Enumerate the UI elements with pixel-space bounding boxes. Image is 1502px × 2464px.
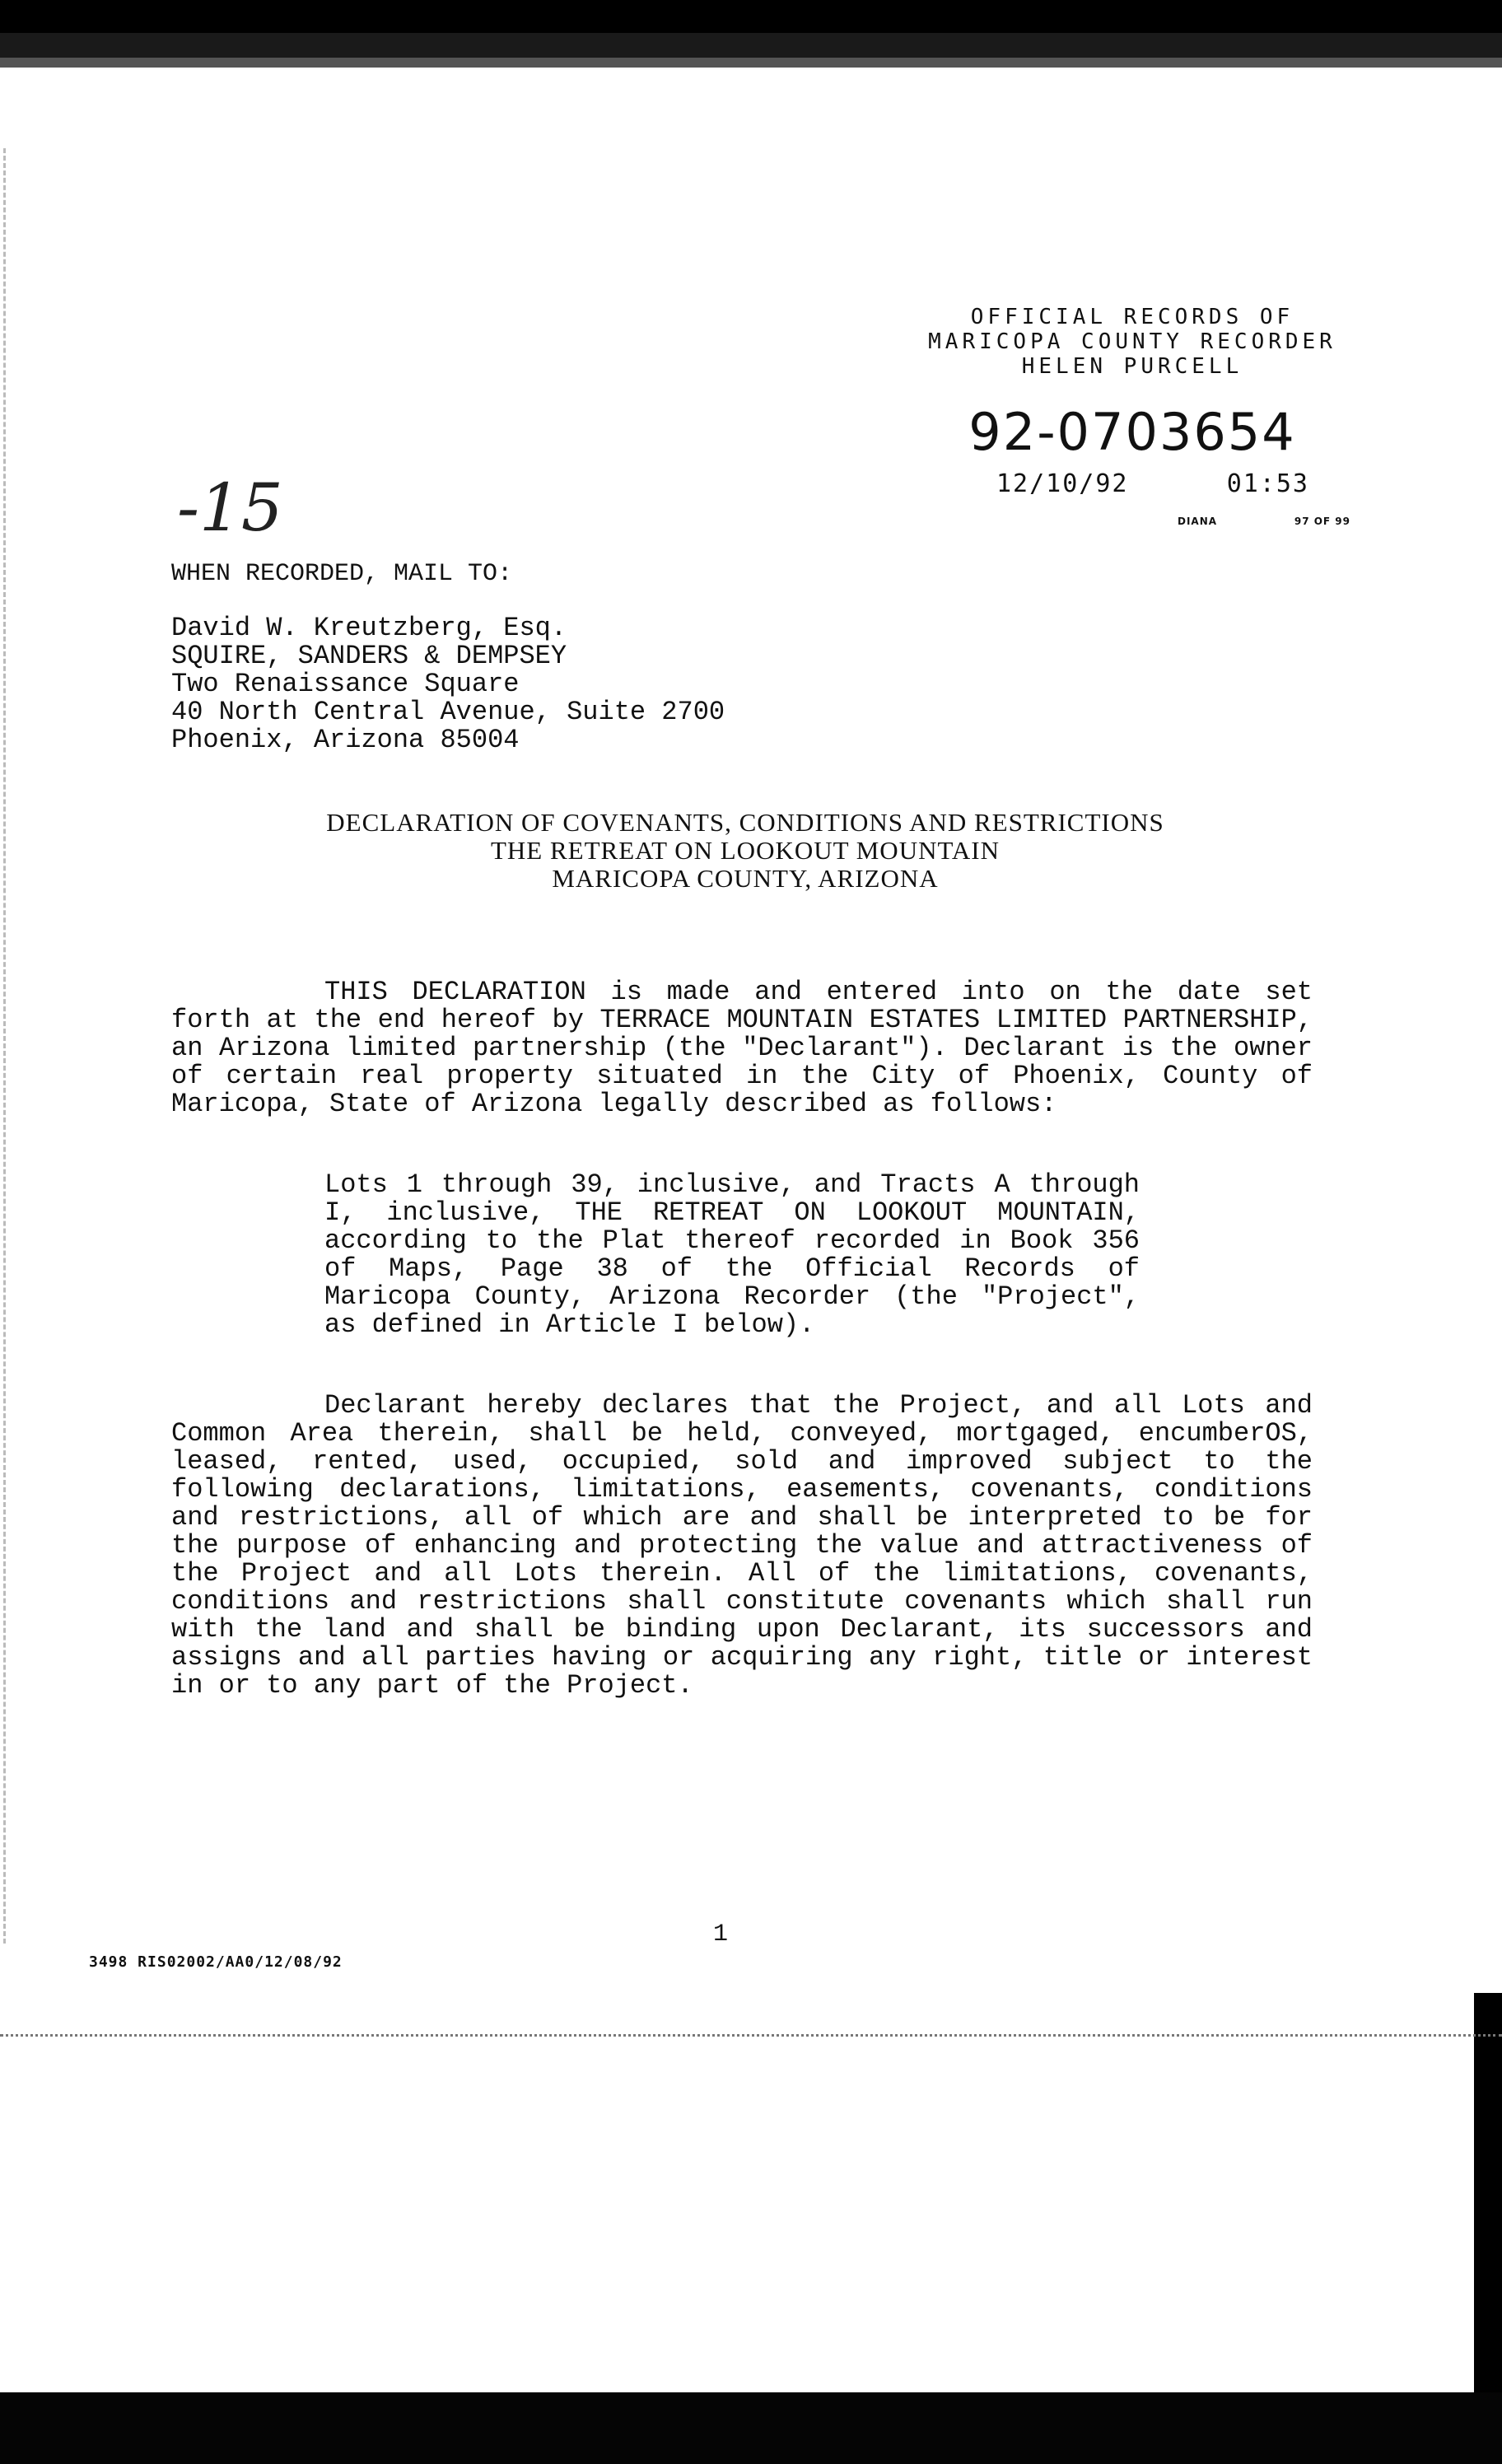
mail-to-heading: WHEN RECORDED, MAIL TO: bbox=[171, 560, 513, 588]
scan-border-bottom bbox=[0, 2392, 1502, 2464]
footer-doc-code: 3498 RIS02002/AA0/12/08/92 bbox=[89, 1953, 343, 1971]
scan-dotted-line bbox=[0, 2034, 1502, 2037]
paragraph-2-text: Declarant hereby declares that the Project, and all Lots and Common Area therein, shall be held, conveyed, mortgaged, encumberOS, leased, rented, used, occupied, sold and improved subject to the following declarations, limitations, easements, covenants, conditions and restrictions, all of which are and shall be interpreted to be for the purpose of enhancing and protecting the value and attractiveness of the Project and all Lots therein. All of the limitations, covenants, conditions and restrictions shall constitute covenants which shall run with the land and shall be binding upon Declarant, its successors and assigns and all parties having or acquiring any right, title or interest in or to any part of the Project. bbox=[171, 1390, 1313, 1701]
address-line-2: SQUIRE, SANDERS & DEMPSEY bbox=[171, 641, 567, 671]
title-line-1: DECLARATION OF COVENANTS, CONDITIONS AND RESTRICTIONS bbox=[326, 808, 1164, 837]
stamp-line-3: HELEN PURCELL bbox=[1021, 354, 1243, 379]
record-clerk bbox=[1178, 516, 1350, 527]
handwritten-mark: -15 bbox=[177, 469, 283, 546]
title-line-3: MARICOPA COUNTY, ARIZONA bbox=[552, 864, 939, 893]
record-date: 12/10/92 bbox=[996, 469, 1129, 498]
record-time: 01:53 bbox=[1226, 469, 1309, 498]
legal-description: Lots 1 through 39, inclusive, and Tracts A through I, inclusive, THE RETREAT ON LOOKOUT MOUNTAIN, according to the Plat thereof recorded in Book 356 of Maps, Page 38 of the Official Records of Maricopa County, Arizona Recorder (the "Project", as defined in Article I below). bbox=[324, 1169, 1140, 1340]
document-title bbox=[198, 809, 1293, 893]
scan-border-top bbox=[0, 0, 1502, 76]
stamp-line-1: OFFICIAL RECORDS OF bbox=[970, 305, 1294, 329]
return-address bbox=[171, 614, 725, 754]
paragraph-1-text: THIS DECLARATION is made and entered into on the date set forth at the end hereof by TERRACE MOUNTAIN ESTATES LIMITED PARTNERSHIP, an Arizona limited partnership (the "Declarant"). Declarant is the owner of certain real property situated in the City of Phoenix, County of Maricopa, State of Arizona legally described as follows: bbox=[171, 977, 1313, 1119]
address-line-3: Two Renaissance Square bbox=[171, 669, 520, 699]
address-line-4: 40 North Central Avenue, Suite 2700 bbox=[171, 697, 725, 727]
record-number: 92-0703654 bbox=[968, 402, 1296, 462]
declaration-paragraph-2 bbox=[171, 1392, 1313, 1700]
scan-edge-left bbox=[3, 148, 6, 1944]
page-number: 1 bbox=[713, 1920, 729, 1948]
recorder-stamp bbox=[914, 305, 1350, 379]
address-line-1: David W. Kreutzberg, Esq. bbox=[171, 613, 567, 643]
scan-border-right bbox=[1474, 1993, 1502, 2396]
declaration-paragraph-1 bbox=[171, 978, 1313, 1118]
clerk-name: DIANA bbox=[1178, 516, 1218, 527]
page-count: 97 OF 99 bbox=[1294, 516, 1350, 527]
record-datetime bbox=[996, 469, 1309, 498]
stamp-line-2: MARICOPA COUNTY RECORDER bbox=[928, 329, 1336, 354]
address-line-5: Phoenix, Arizona 85004 bbox=[171, 725, 520, 755]
title-line-2: THE RETREAT ON LOOKOUT MOUNTAIN bbox=[490, 836, 1001, 865]
